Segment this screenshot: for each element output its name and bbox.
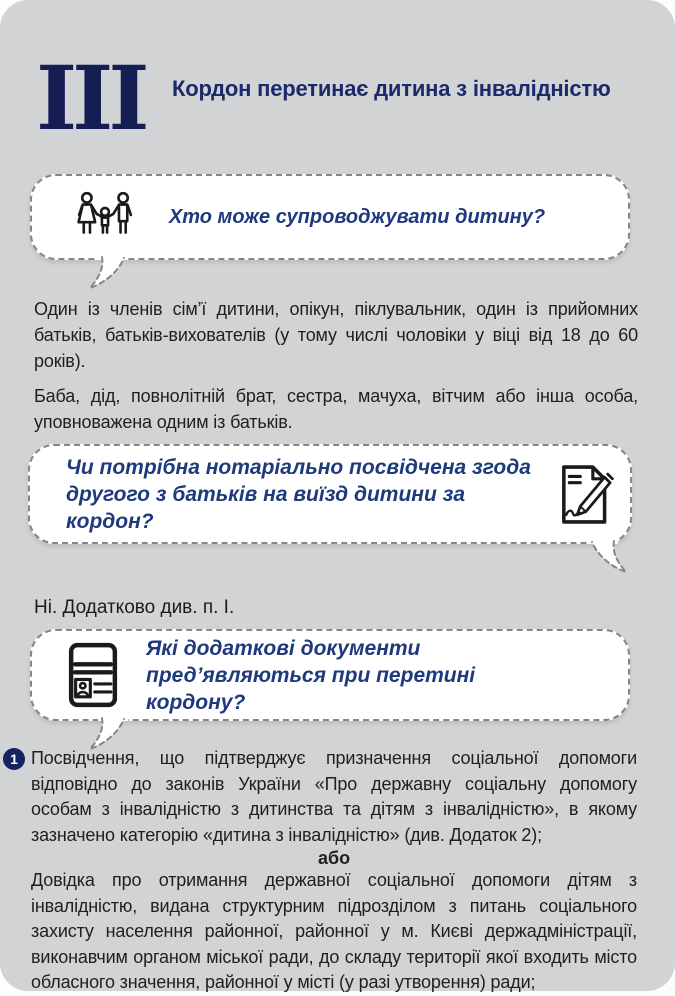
answer-paragraph: Один із членів сім’ї дитини, опікун, піклувальник, один із прийомних батьків, батьків-вихователів (у тому числі чоловіки у віці від 18 до 60 років). [34,299,638,371]
answer-text: Ні. Додатково див. п. І. [34,597,235,618]
bubble-tail-icon [88,255,140,291]
list-number-badge: 1 [3,748,25,770]
id-card-icon [68,642,118,708]
document-option-text: Посвідчення, що підтверджує призначення соціальної допомоги відповідно до законів України «Про державну соціальну допомогу особам з інвалідністю з дитинства та дітям з інвалідністю», в якому зазначено категорію «дитина з інвалідністю» (див. Додаток 2); [31,748,637,845]
question-text: Які додаткові документи пред’являються при перетині кордону? [146,636,476,714]
question-bubble-notary-consent [28,444,632,544]
document-option-text: Довідка про отримання державної соціальної допомоги дітям з інвалідністю, видана структурним підрозділом з питань соціального захисту населення районної, районної у м. Києві держадміністрації, виконавчим органом міської ради, до складу території якої входить місто обласного значення, районної у місті (у разі утворення) ради; [31,870,637,992]
bubble-tail-icon [576,539,628,575]
answer-paragraph: Баба, дід, повнолітній брат, сестра, мачуха, вітчим або інша особа, уповноважена одним із батьків. [34,386,638,432]
question-text: Хто може супроводжувати дитину? [168,205,546,228]
question-text: Чи потрібна нотаріально посвідчена згода другого з батьків на виїзд дитини за кордон? [66,455,531,533]
page-title: Кордон перетинає дитина з інвалідністю [172,76,611,101]
or-connector: або [317,848,351,868]
answer-block-accompany [34,296,638,435]
family-icon [76,191,134,243]
section-number: III [36,46,145,150]
signed-document-icon [556,463,614,526]
question-bubble-accompany [30,174,630,260]
question-bubble-extra-documents [30,629,630,721]
documents-list-item [31,746,637,996]
